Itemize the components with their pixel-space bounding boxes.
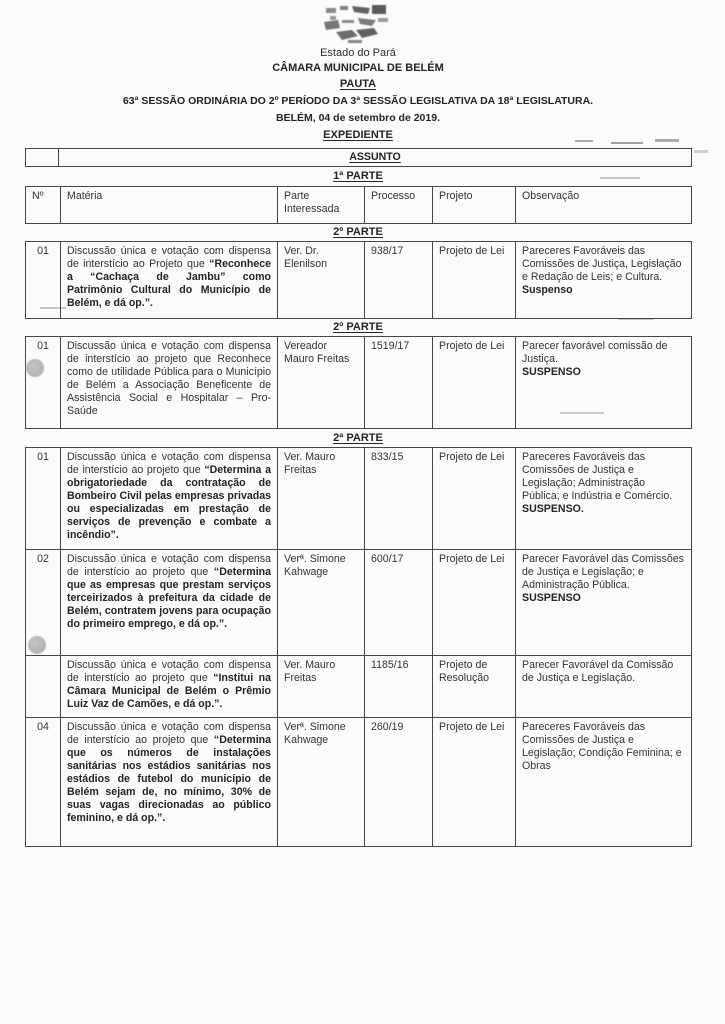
observacao-cell: [516, 448, 692, 550]
projeto-cell: Projeto de Lei: [433, 718, 516, 847]
scan-artifact: [40, 307, 66, 309]
row-number: 01: [26, 242, 61, 319]
section2-table: [25, 336, 692, 429]
materia-text: Discussão única e votação com dispensa de interstício ao projeto que: [67, 659, 271, 684]
table-row: [26, 242, 692, 319]
materia-cell: [61, 550, 278, 656]
observacao-text: Parecer Favorável da Comissão de Justiça e Legislação.: [522, 659, 674, 684]
table-row: [26, 337, 692, 429]
processo-cell: 1185/16: [365, 656, 433, 718]
header-expediente: EXPEDIENTE: [323, 129, 393, 141]
section1-heading: 2º PARTE: [333, 226, 383, 238]
header-doc-type: PAUTA: [339, 78, 377, 90]
parte-cell: Ver. Mauro Freitas: [278, 448, 365, 550]
assunto-label: ASSUNTO: [349, 151, 401, 163]
columns-header-row: [26, 187, 692, 224]
materia-cell: [61, 718, 278, 847]
coat-of-arms-image: [318, 4, 398, 44]
observacao-text: Pareceres Favoráveis das Comissões de Justiça e Legislação; Administração Pública; e Indústria e Comércio.: [522, 451, 673, 502]
assunto-empty-cell: [26, 149, 59, 167]
row-number: 01: [26, 448, 61, 550]
materia-bold-text: “Institui na Câmara Municipal de Belém o Prêmio Luiz Vaz de Camões, e dá op.”.: [67, 672, 272, 710]
col-header-processo: Processo: [365, 187, 433, 224]
row-number: [26, 656, 61, 718]
table-row: [26, 718, 692, 847]
scan-artifact: [560, 412, 604, 414]
materia-text: Discussão única e votação com dispensa de interstício ao projeto que: [67, 451, 271, 476]
observacao-cell: [516, 242, 692, 319]
processo-cell: 833/15: [365, 448, 433, 550]
observacao-status: SUSPENSO: [522, 592, 581, 604]
materia-bold-text: “Determina que as empresas que prestam serviços terceirizados à prefeitura da cidade de Belém, contratem jovens para ocupação do primeiro emprego, e dá op.”.: [67, 566, 271, 630]
observacao-text: Pareceres Favoráveis das Comissões de Justiça, Legislação e Redação de Leis; e Cultura.: [522, 245, 682, 283]
section3-heading: 2ª PARTE: [333, 432, 383, 444]
table-row: [26, 550, 692, 656]
processo-cell: 600/17: [365, 550, 433, 656]
scan-artifact: [600, 177, 640, 179]
assunto-cell: [59, 149, 692, 167]
scan-artifact: [611, 142, 643, 144]
observacao-status: SUSPENSO: [522, 366, 581, 378]
header-state: Estado do Pará: [320, 47, 396, 59]
col-header-num: Nº: [26, 187, 61, 224]
observacao-status: Suspenso: [522, 284, 573, 296]
table-row: [26, 656, 692, 718]
observacao-cell: [516, 550, 692, 656]
col-header-observacao: Observação: [516, 187, 692, 224]
scan-artifact: [575, 140, 593, 142]
scan-artifact: [694, 150, 708, 153]
projeto-cell: Projeto de Lei: [433, 550, 516, 656]
columns-header-table: [25, 186, 692, 224]
observacao-text: Pareceres Favoráveis das Comissões de Justiça e Legislação; Condição Feminina; e Obras: [522, 721, 682, 772]
materia-cell: [61, 242, 278, 319]
materia-text: Discussão única e votação com dispensa de interstício ao projeto que: [67, 721, 271, 746]
section3-table: [25, 447, 692, 847]
parte-cell: Verª. Simone Kahwage: [278, 718, 365, 847]
col-header-materia: Matéria: [61, 187, 278, 224]
section1-table: [25, 241, 692, 319]
projeto-cell: Projeto de Lei: [433, 337, 516, 429]
projeto-cell: Projeto de Resolução: [433, 656, 516, 718]
scan-artifact: [655, 139, 679, 142]
observacao-cell: [516, 337, 692, 429]
row-number: 02: [26, 550, 61, 656]
observacao-text: Parecer Favorável das Comissões de Justiça e Legislação; e Administração Pública.: [522, 553, 684, 591]
observacao-cell: [516, 718, 692, 847]
assunto-row: [26, 149, 692, 167]
parte-cell: Ver. Dr. Elenilson: [278, 242, 365, 319]
scan-artifact: [618, 318, 654, 320]
materia-text: Discussão única e votação com dispensa de interstício ao projeto que Reconhece como de utilidade Pública para o Município de Belém a Associação Beneficente de Assistência Social e Hospitalar – Pro-Saúde: [67, 340, 271, 417]
section2-heading: 2º PARTE: [333, 321, 383, 333]
processo-cell: 260/19: [365, 718, 433, 847]
parte-cell: Ver. Mauro Freitas: [278, 656, 365, 718]
header-session-line: 63ª SESSÃO ORDINÁRIA DO 2º PERÍODO DA 3ª SESSÃO LEGISLATIVA DA 18ª LEGISLATURA.: [122, 95, 594, 107]
materia-bold-text: “Determina que os números de instalações sanitárias nos estádios sanitárias nos estádios de futebol do município de Belém sejam de, no mínimo, 30% de suas vagas direcionadas ao público feminino, e dá op.”.: [67, 734, 271, 824]
projeto-cell: Projeto de Lei: [433, 448, 516, 550]
punch-hole-mark: [26, 359, 44, 377]
observacao-status: SUSPENSO.: [522, 503, 584, 515]
projeto-cell: Projeto de Lei: [433, 242, 516, 319]
materia-bold-text: “Determina a obrigatoriedade da contratação de Bombeiro Civil pelas empresas privadas ou especializadas em prestação de serviços de prevenção e combate a incêndio”.: [67, 464, 271, 541]
observacao-cell: [516, 656, 692, 718]
col-header-parte: Parte Interessada: [278, 187, 365, 224]
materia-text: Discussão única e votação com dispensa de interstício ao projeto que: [67, 553, 271, 578]
processo-cell: 1519/17: [365, 337, 433, 429]
materia-cell: [61, 337, 278, 429]
document-body: [25, 4, 691, 847]
table-row: [26, 448, 692, 550]
materia-cell: [61, 656, 278, 718]
parte-cell: Verª. Simone Kahwage: [278, 550, 365, 656]
punch-hole-mark: [28, 636, 46, 654]
part1-heading: 1ª PARTE: [333, 170, 383, 182]
row-number: 01: [26, 337, 61, 429]
parte-cell: Vereador Mauro Freitas: [278, 337, 365, 429]
materia-bold-text: “Reconhece a “Cachaça de Jambu” como Patrimônio Cultural do Município de Belém, e dá op.”.: [67, 258, 271, 309]
assunto-table: [25, 148, 692, 167]
processo-cell: 938/17: [365, 242, 433, 319]
observacao-text: Parecer favorável comissão de Justiça.: [522, 340, 668, 365]
header-organization: CÂMARA MUNICIPAL DE BELÉM: [272, 62, 444, 74]
header-date-line: BELÉM, 04 de setembro de 2019.: [276, 112, 440, 124]
coat-of-arms: [313, 4, 403, 44]
col-header-projeto: Projeto: [433, 187, 516, 224]
materia-text: Discussão única e votação com dispensa de interstício ao Projeto que: [67, 245, 271, 270]
materia-cell: [61, 448, 278, 550]
row-number: 04: [26, 718, 61, 847]
